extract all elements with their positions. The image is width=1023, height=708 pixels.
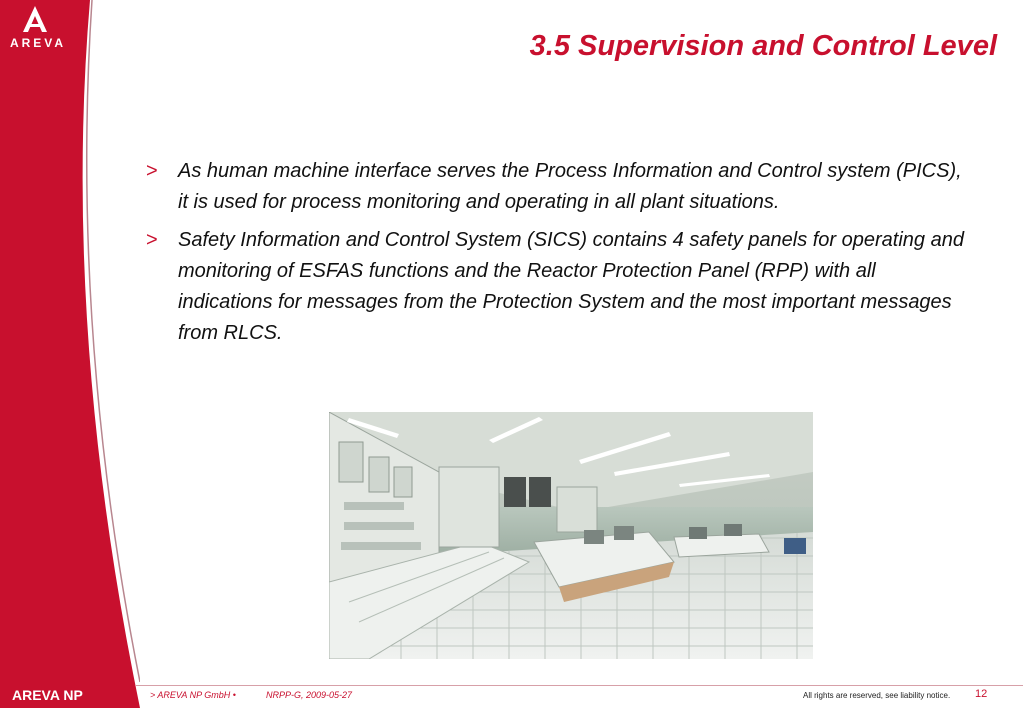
areva-a-logo-icon	[20, 4, 50, 34]
bullet-item	[146, 156, 966, 218]
bullet-text: As human machine interface serves the Process Information and Control system (PICS), it is used for process monitoring and operating in all plant situations.	[178, 160, 962, 213]
side-band	[0, 0, 140, 708]
bullet-text: Safety Information and Control System (SICS) contains 4 safety panels for operating and monitoring of ESFAS functions and the Reactor Protection Panel (RPP) with all indications for messages from the Protection System and the most important messages from RLCS.	[178, 229, 964, 344]
footer-company: > AREVA NP GmbH •	[150, 690, 236, 700]
bullet-marker-icon: >	[146, 229, 158, 251]
bullet-marker-icon: >	[146, 160, 158, 182]
footer-date: NRPP-G, 2009-05-27	[266, 690, 353, 700]
footer-divider	[136, 685, 1023, 686]
page-number: 12	[975, 688, 988, 700]
bullet-item	[146, 225, 966, 349]
footer-brand: AREVA NP	[12, 687, 83, 703]
bullet-list	[146, 156, 966, 356]
control-room-photo	[329, 412, 813, 659]
footer-rights-notice: All rights are reserved, see liability notice.	[803, 691, 951, 700]
logo-wordmark: AREVA	[9, 36, 67, 50]
slide-title: 3.5 Supervision and Control Level	[529, 30, 997, 62]
